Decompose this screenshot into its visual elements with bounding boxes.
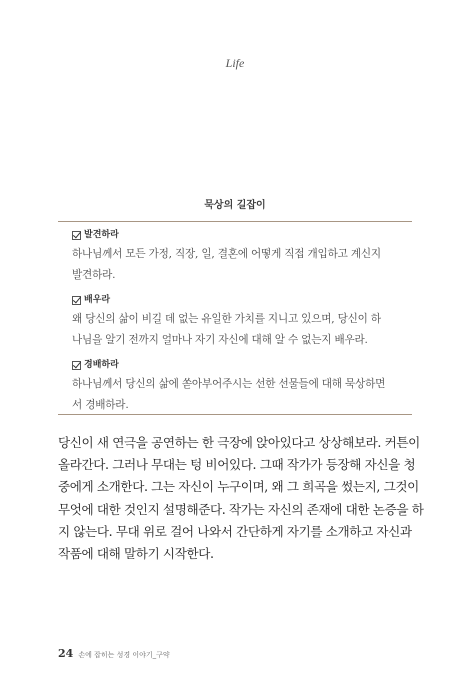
paragraph-line: 무엇에 대한 것인지 설명해준다. 작가는 자신의 존재에 대한 논증을 하 [58, 501, 424, 517]
guide-item-heading: 배우라 [84, 295, 111, 305]
guide-item-text [72, 374, 398, 416]
text-line: 하나님께서 모든 가정, 직장, 일, 결혼에 어떻게 직접 개입하고 계신지 [72, 248, 381, 260]
bottom-divider [58, 414, 412, 415]
paragraph-line: 지 않는다. 무대 위로 걸어 나와서 간단하게 자기를 소개하고 자신과 [58, 523, 412, 539]
text-line: 하나님께서 당신의 삶에 쏟아부어주시는 선한 선물들에 대해 묵상하면 [72, 378, 386, 390]
body-paragraph [58, 432, 424, 565]
meditation-guide-box [58, 199, 412, 411]
guide-item-text [72, 244, 398, 286]
guide-item-heading: 발견하라 [84, 230, 119, 240]
guide-item-text [72, 309, 398, 351]
paragraph-line: 당신이 새 연극을 공연하는 한 극장에 앉아있다고 상상해보라. 커튼이 [58, 435, 420, 450]
running-head: Life [225, 56, 245, 70]
guide-item-worship [72, 359, 398, 416]
guide-item-discover [72, 229, 398, 286]
book-title: 손에 잡히는 성경 이야기_구약 [78, 651, 170, 659]
text-line: 발견하라. [72, 269, 116, 281]
text-line: 서 경배하라. [72, 399, 129, 411]
page-footer [58, 647, 170, 660]
meditation-guide-title: 묵상의 길잡이 [204, 200, 266, 211]
checkbox-icon [72, 361, 81, 370]
checkbox-icon [72, 231, 81, 240]
page-number: 24 [58, 647, 74, 660]
text-line: 나님을 알기 전까지 얼마나 자기 자신에 대해 알 수 없는지 배우라. [72, 334, 368, 346]
guide-item-learn [72, 294, 398, 351]
paragraph-line: 작품에 대해 말하기 시작한다. [58, 545, 214, 561]
guide-item-heading: 경배하라 [84, 360, 119, 370]
top-divider [58, 221, 412, 222]
checkbox-icon [72, 296, 81, 305]
paragraph-line: 중에게 소개한다. 그는 자신이 누구이며, 왜 그 희곡을 썼는지, 그것이 [58, 479, 419, 495]
text-line: 왜 당신의 삶이 비길 데 없는 유일한 가치를 지니고 있으며, 당신이 하 [72, 313, 381, 325]
paragraph-line: 올라간다. 그러나 무대는 텅 비어있다. 그때 작가가 등장해 자신을 청 [58, 457, 416, 473]
